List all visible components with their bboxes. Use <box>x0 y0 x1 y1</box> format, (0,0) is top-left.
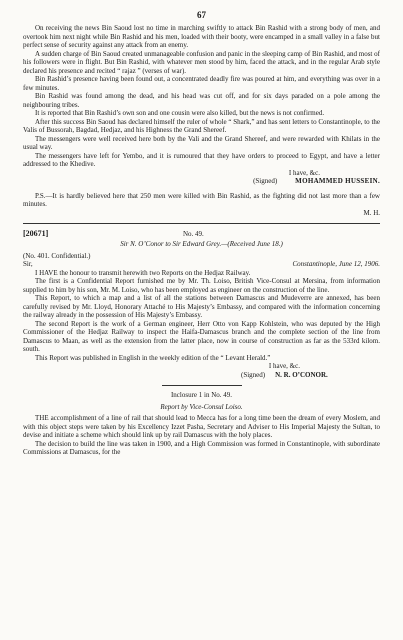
closing: I have, &c. <box>268 362 300 370</box>
paragraph: A sudden charge of Bin Saoud created unmanageable confusion and panic in the sleeping camp of Bin Rashid, and most of his followers were in flight. But Bin Rashid, with whatever men stood by him, faced the attack, and in the regular Arab style declared his presence and recited “ rajaz ” (verses of war). <box>23 49 380 75</box>
inclosure-divider <box>162 385 242 386</box>
paragraph: Bin Rashid was found among the dead, and his head was cut off, and for six days paraded on a pole among the neighbouring tribes. <box>23 92 380 109</box>
inclosure <box>23 391 380 457</box>
paragraph: The second Report is the work of a German engineer, Herr Otto von Kapp Kohlstein, who was deputed by the High Commissioner of the Hedjaz Railway to inspect the Haifa-Damascus branch and the complete section of the line from Damascus to Maan, as well as the extension from the latter place, now in course of construction as far as the 533rd kilom. south. <box>23 319 380 353</box>
letter-2 <box>23 229 380 379</box>
document-header <box>23 229 380 238</box>
paragraph: This Report was published in English in the weekly edition of the “ Levant Herald.” <box>35 353 271 362</box>
signer-name: N. R. O’CONOR. <box>275 370 328 379</box>
letter-heading: Sir N. O’Conor to Sir Edward Grey.—(Received June 18.) <box>120 240 283 248</box>
reference: (No. 401. Confidential.) <box>23 251 91 260</box>
paragraph: The decision to build the line was taken in 1900, and a High Commission was formed in Constantinople, with subordinate Commissions at Damascus, for the <box>23 439 380 456</box>
paragraph: This Report, to which a map and a list of all the stations between Damascus and Mudeverre are annexed, has been carefully revised by Mr. Lloyd, Honorary Attaché to His Majesty’s Embassy, and compared with the information concerning the railway already in the possession of His Majesty’s Embassy. <box>23 294 380 319</box>
inclosure-subtitle: Report by Vice-Consul Loiso. <box>160 402 243 411</box>
salutation-row <box>23 260 380 269</box>
paragraph: Bin Rashid’s presence having been found out, a concentrated deadly fire was poured at him, and everything was over in a few minutes. <box>23 75 380 92</box>
paragraph: The messengers were well received here both by the Vali and the Grand Shereef, and were rewarded with Khilats in the usual way. <box>23 134 380 151</box>
document-number: [20671] <box>23 229 49 238</box>
signature <box>23 177 380 186</box>
postscript-initials: M. H. <box>363 208 380 217</box>
closing: I have, &c. <box>288 168 320 177</box>
paragraph: The first is a Confidential Report furnished me by Mr. Th. Loiso, British Vice-Consul at Mersina, from information supplied to him by his son, Mr. M. Loiso, who has been employed as engineer on the construction of the line. <box>23 277 380 294</box>
paragraph: On receiving the news Bin Saoud lost no time in marching swiftly to attack Bin Rashid with a strong body of men, and overtook him next night while Bin Rashid and his men, loaded with their booty, were encamped in a small valley in a false but perfect sense of security against any attack from an enemy. <box>23 24 380 49</box>
signed-label: (Signed) <box>253 177 278 185</box>
inclosure-title: Inclosure 1 in No. 49. <box>170 391 233 399</box>
section-divider <box>23 223 380 224</box>
signer-name: MOHAMMED HUSSEIN. <box>295 177 380 185</box>
signature <box>241 371 380 380</box>
place-date: Constantinople, June 12, 1906. <box>292 260 380 268</box>
page-number: 67 <box>197 10 206 20</box>
item-number: No. 49. <box>183 229 204 238</box>
paragraph: The messengers have left for Yembo, and it is rumoured that they have orders to proceed to Egypt, and have a letter addressed to the Khedive. <box>23 151 380 168</box>
paragraph: THE accomplishment of a line of rail that should lead to Mecca has for a long time been the dream of every Moslem, and with this object steps were taken by his Excellency Izzet Pasha, Secretary and Adviser to His Imperial Majesty the Sultan, to devise and initiate a scheme which should link up by rail Damascus with the holy places. <box>23 414 380 439</box>
paragraph: After this success Bin Saoud has declared himself the ruler of whole “ Shark,” and has sent letters to Constantinople, to the Valis of Bussorah, Bagdad, Hedjaz, and his Highness the Grand Shereef. <box>23 117 380 134</box>
paragraph: I HAVE the honour to transmit herewith two Reports on the Hedjaz Railway. <box>35 268 251 277</box>
salutation: Sir, <box>23 260 33 268</box>
signed-label: (Signed) <box>241 370 266 379</box>
letter-1 <box>23 24 380 217</box>
postscript: P.S.—It is hardly believed here that 250 men were killed with Bin Rashid, as the fighting did not last more than a few minutes. <box>23 191 380 208</box>
paragraph: It is reported that Bin Rashid’s own son and one cousin were also killed, but the news is not confirmed. <box>35 109 325 117</box>
